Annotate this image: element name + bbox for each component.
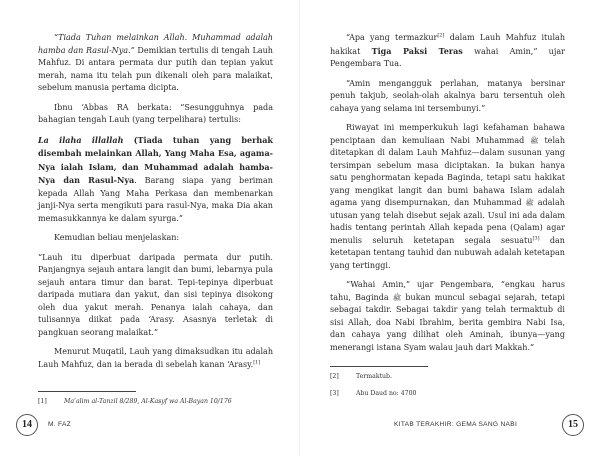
salawat-symbol: ﷺ [525,199,534,207]
salawat-symbol: ﷺ [530,136,539,145]
right-footnote-2: [2] Termaktub. [330,373,392,380]
footnote-ref-3[interactable]: [3] [532,234,540,241]
left-page-number: 14 [16,414,38,436]
footnote-ref-2[interactable]: [2] [437,32,445,39]
right-paragraph-2: “Amin mengangguk perlahan, matanya bersinar penuh takjub, seolah-olah akalnya baru tersentuh oleh cahaya yang selama ini tersembunyi.” [330,78,565,113]
left-running-head: M. FAZ [48,421,72,428]
left-paragraph-3: La ilaha illallah (Tiada tuhan yang berhak disembah melainkan Allah, Yang Maha Esa, agama-Nya ialah Islam, dan Muhammad adalah hamba-Nya dan Rasul-Nya. Barang siapa yang beriman kepada Allah Yang Maha Perkasa dan membenarkan janji-Nya serta mengikuti para rasul-Nya, maka Dia akan memasukkannya ke dalam syurga.” [38,134,273,223]
right-running-head: KITAB TERAKHIR: GEMA SANG NABI [394,421,518,428]
right-paragraph-4: “Wahai Amin,” ujar Pengembara, “engkau harus tahu, Baginda ﷺ bukan muncul sebagai sejarah, tetapi sebagai takdir. Sebagai takdir yang telah termaktub di sisi Allah, doa Nabi Ibrahim, berita gembira Nabi Isa, dan cahaya yang dilihat oleh Aminah, ibunya—yang menerangi istana Syam walau jauh dari Makkah.” [330,280,566,352]
left-footnote-1: [1] Ma‘alim al-Tanzil 8/289, Al-Kasyf wa Al-Bayan 10/176 [38,398,232,405]
right-paragraph-3: Riwayat ini memperkukuh lagi kefahaman bahawa penciptaan dan kemuliaan Nabi Muhammad ﷺ telah ditetapkan di dalam Lauh Mahfuz—dalam susunan yang tersimpan sebelum masa diciptakan. Ia bukan hanya satu penghormatan kepada Baginda, tetapi satu hakikat yang mengikat langit dan bumi bahawa Islam adalah agama yang disempurnakan, dan Muhammad ﷺ adalah utusan yang telah disebut sejak azali. Usul ini ada dalam hadis tentang perintah Allah kepada pena (Qalam) agar menulis seluruh ketetapan segala sesuatu[3] dan ketetapan tentang tauhid dan nubuwah adalah ketetapan yang tertinggi. [330,123,566,270]
salawat-symbol: ﷺ [392,293,402,302]
left-body-text [38,32,273,378]
left-footnote-rule [38,391,136,392]
right-paragraph-1: “Apa yang termazkur[2] dalam Lauh Mahfuz itulah hakikat Tiga Paksi Teras wahai Amin,” ujar Pengembara Tua. [330,32,566,68]
left-paragraph-1: “Tiada Tuhan melainkan Allah. Muhammad adalah hamba dan Rasul-Nya.” Demikian tertulis di tengah Lauh Mahfuz. Di antara permata dur putih dan tepian yakut merah, nama itu telah pun dikenali oleh para malaikat, sebelum manusia pertama dicipta. [38,33,273,92]
footnote-ref-1[interactable]: [1] [253,358,261,365]
right-footnote-rule [330,366,428,367]
right-footnote-3: [3] Abu Daud no: 4700 [330,390,417,397]
left-paragraph-4: Kemudian beliau menjelaskan: [54,233,180,242]
left-paragraph-5: “Lauh itu diperbuat daripada permata dur putih. Panjangnya sejauh antara langit dan bumi, lebarnya pula sejauh antara timur dan barat. Tepi-tepinya diperbuat daripada mutiara dan yakut, dan sisi tepinya disokong oleh dua yakut merah. Penanya ialah cahaya, dan tulisannya diikat pada ‘Arasy. Asasnya terletak di pangkuan seorang malaikat.” [38,252,273,337]
left-paragraph-2: Ibnu ‘Abbas RA berkata: “Sesungguhnya pada bahagian tengah Lauh (yang terpelihara) tertulis: [38,102,273,124]
left-paragraph-6: Menurut Muqatil, Lauh yang dimaksudkan itu adalah Lauh Mahfuz, dan ia berada di sebelah kanan ‘Arasy.[1] [38,347,273,369]
right-page-number: 15 [562,414,584,436]
right-body-text [330,32,565,361]
